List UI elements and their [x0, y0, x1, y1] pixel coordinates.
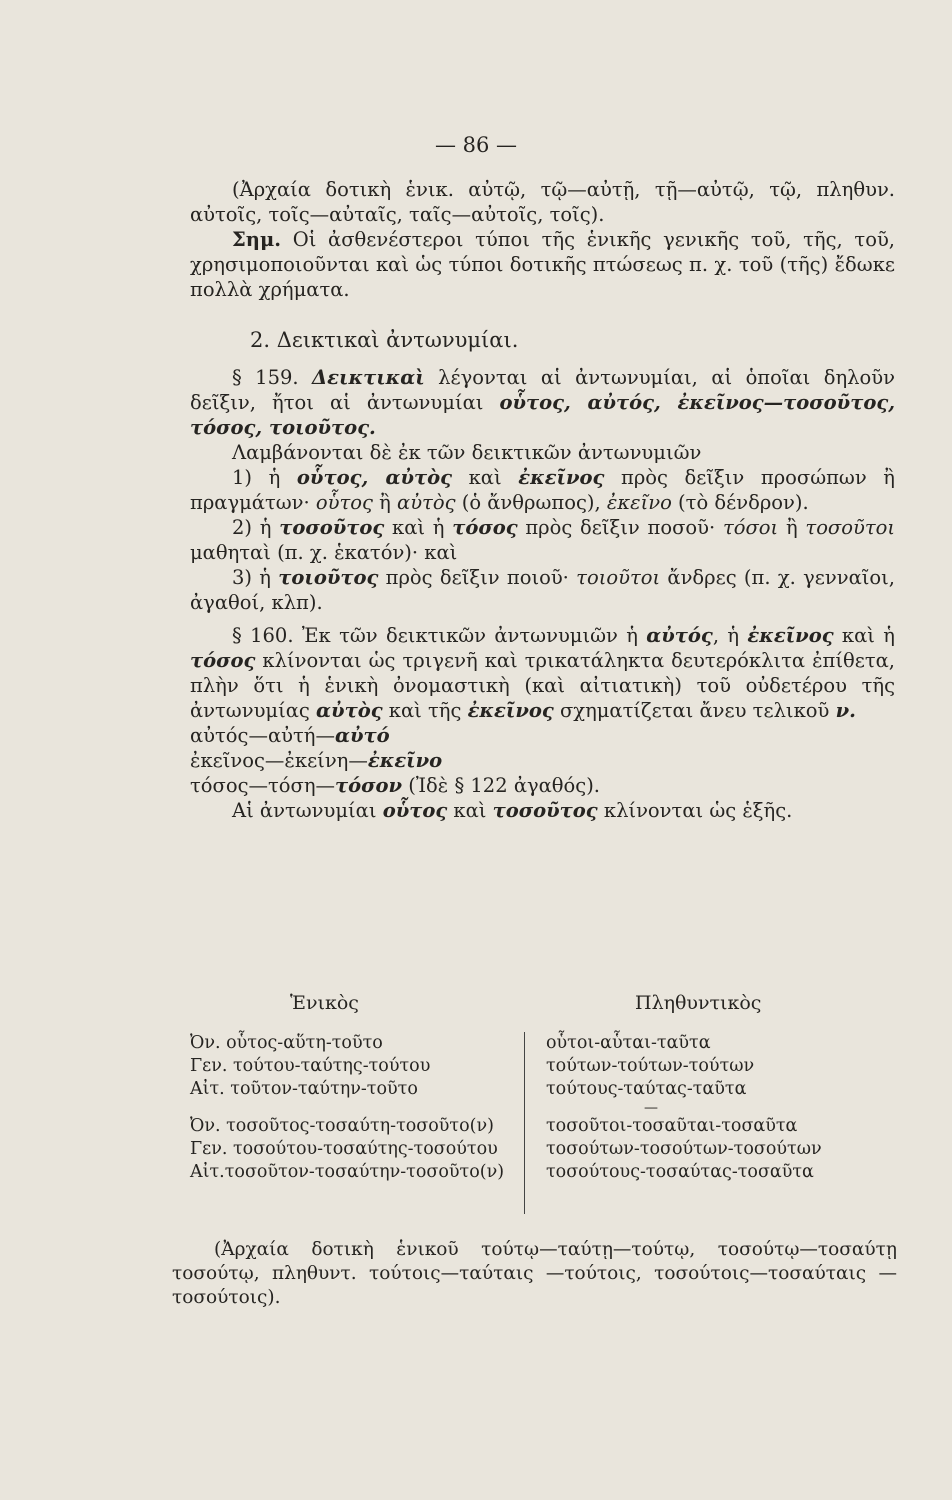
- item-2-d: τόσος: [452, 516, 518, 539]
- intro-note: (Ἀρχαία δοτικὴ ἑνικ. αὐτῷ, τῷ—αὐτῇ, τῇ—αὐτῷ, τῷ, πληθυν. αὐτοῖς, τοῖς—αὐταῖς, ταῖς—αὐτοῖς, τοῖς).: [190, 178, 895, 226]
- table-row: Ὀν. τοσοῦτος-τοσαύτη-τοσοῦτο(ν): [190, 1116, 494, 1136]
- section-number-160: § 160.: [232, 624, 294, 647]
- item-2-g: ἢ: [778, 516, 806, 539]
- main-text: [190, 177, 895, 823]
- p160-i: καὶ τῆς: [382, 699, 468, 722]
- form-1-b: αὐτό: [334, 724, 390, 747]
- item-2-f: τόσοι: [722, 516, 779, 539]
- item-1-i: (ὁ ἄνθρωπος),: [455, 491, 607, 514]
- item-1-k: (τὸ δένδρον).: [671, 491, 809, 514]
- decl-e: κλίνονται ὡς ἑξῆς.: [597, 799, 793, 822]
- table-row: τοσούτων-τοσούτων-τοσούτων: [546, 1139, 822, 1159]
- item-3-e: ἄνδρες (π. χ. γενναῖοι, ἀγαθοί, κλπ).: [190, 566, 895, 614]
- footnote-text: (Ἀρχαία δοτικὴ ἑνικοῦ τούτῳ—ταύτῃ—τούτῳ, τοσούτῳ—τοσαύτῃ τοσούτῳ, πληθυντ. τούτοις—ταύταις —τούτοις, τοσούτοις—τοσαύταις —τοσούτοις).: [172, 1239, 897, 1308]
- p160-b: αὐτός: [646, 624, 713, 647]
- item-2-i: μαθηταὶ (π. χ. ἑκατόν)· καὶ: [190, 541, 458, 564]
- p160-c: , ἡ: [712, 624, 748, 647]
- table-row: τούτους-ταύτας-ταῦτα: [546, 1079, 747, 1099]
- table-row: τούτων-τούτων-τούτων: [546, 1056, 755, 1076]
- paragraph-159: [190, 365, 895, 440]
- form-3-c: (Ἰδὲ § 122 ἀγαθός).: [402, 774, 601, 797]
- text-159: λέγονται αἱ ἀντωνυμίαι, αἱ ὁποῖαι δηλοῦν δεῖξιν, ἤτοι αἱ ἀντωνυμίαι: [190, 366, 895, 414]
- form-line-1: [190, 723, 895, 748]
- page-number: — 86 —: [434, 133, 518, 157]
- item-3: [190, 565, 895, 615]
- item-1: [190, 465, 895, 515]
- section-number-159: § 159.: [232, 366, 299, 389]
- p160-g: κλίνονται ὡς τριγενῆ καὶ τρικατάληκτα δευτερόκλιτα ἐπίθετα, πλὴν ὅτι ἡ ἑνικὴ ὀνομαστικὴ (καὶ αἰτιατικὴ) τοῦ οὐδετέρου τῆς ἀντωνυμίας: [190, 649, 895, 722]
- table-row: Ὀν. οὗτος-αὕτη-τοῦτο: [190, 1033, 383, 1053]
- pronoun-list: οὗτος, αὐτός, ἐκεῖνος—τοσοῦτος, τόσος, τοιοῦτος.: [190, 391, 895, 439]
- singular-column: [190, 1032, 520, 1184]
- column-divider: [524, 1032, 525, 1214]
- usage-line: Λαμβάνονται δὲ ἐκ τῶν δεικτικῶν ἀντωνυμιῶν: [232, 441, 702, 464]
- item-3-c: πρὸς δεῖξιν ποιοῦ·: [378, 566, 577, 589]
- form-2-a: ἐκεῖνος—ἐκείνη—: [190, 749, 368, 772]
- note-text: Οἱ ἀσθενέστεροι τύποι τῆς ἑνικῆς γενικῆς τοῦ, τῆς, τοῦ, χρησιμοποιοῦνται καὶ ὡς τύποι δοτικῆς πτώσεως π. χ. τοῦ (τῆς) ἔδωκε πολλὰ χρήματα.: [190, 228, 896, 301]
- form-3-b: τόσον: [335, 774, 403, 797]
- item-1-d: ἐκεῖνος: [518, 466, 605, 489]
- item-1-e: πρὸς δεῖξιν προσώπων ἢ πραγμάτων·: [190, 466, 895, 514]
- item-3-b: τοιοῦτος: [278, 566, 379, 589]
- plural-column: [546, 1032, 896, 1184]
- p160-e: καὶ ἡ: [833, 624, 895, 647]
- item-1-a: 1) ἡ: [232, 466, 297, 489]
- form-2-b: ἐκεῖνο: [367, 749, 443, 772]
- table-row: Γεν. τούτου-ταύτης-τούτου: [190, 1056, 431, 1076]
- form-3-a: τόσος—τόση—: [190, 774, 336, 797]
- decl-d: τοσοῦτος: [492, 799, 598, 822]
- item-1-h: αὐτὸς: [397, 491, 456, 514]
- singular-heading: Ἑνικὸς: [290, 992, 359, 1014]
- p160-f: τόσος: [190, 649, 256, 672]
- declension-line: [190, 798, 895, 823]
- item-2: [190, 515, 895, 565]
- form-line-2: [190, 748, 895, 773]
- decl-c: καὶ: [447, 799, 493, 822]
- form-1-a: αὐτός—αὐτή—: [190, 724, 335, 747]
- item-3-a: 3) ἡ: [232, 566, 279, 589]
- term-deiktikai: Δεικτικαὶ: [312, 366, 425, 389]
- item-1-b: οὗτος, αὐτὸς: [296, 466, 452, 489]
- item-1-f: οὗτος: [315, 491, 373, 514]
- item-2-c: καὶ ἡ: [384, 516, 453, 539]
- item-2-a: 2) ἡ: [232, 516, 280, 539]
- item-1-j: ἐκεῖνο: [606, 491, 672, 514]
- table-row: Αἰτ. τοῦτον-ταύτην-τοῦτο: [190, 1079, 418, 1099]
- p160-d: ἐκεῖνος: [747, 624, 834, 647]
- table-row: Αἰτ.τοσοῦτον-τοσαύτην-τοσοῦτο(ν): [190, 1162, 505, 1182]
- separator-dash: —: [644, 1100, 658, 1116]
- p160-h: αὐτὸς: [316, 699, 383, 722]
- plural-heading: Πληθυντικὸς: [635, 992, 762, 1014]
- p160-a: Ἐκ τῶν δεικτικῶν ἀντωνυμιῶν ἡ: [293, 624, 647, 647]
- p160-l: ν.: [835, 699, 856, 722]
- p160-j: ἐκεῖνος: [467, 699, 554, 722]
- decl-b: οὗτος: [382, 799, 448, 822]
- note-label: Σημ.: [232, 228, 282, 251]
- section-heading: 2. Δεικτικαὶ ἀντωνυμίαι.: [250, 328, 519, 352]
- p160-k: σχηματίζεται ἄνευ τελικοῦ: [553, 699, 836, 722]
- item-1-g: ἢ: [372, 491, 398, 514]
- item-2-e: πρὸς δεῖξιν ποσοῦ·: [517, 516, 723, 539]
- table-row: τοσοῦτοι-τοσαῦται-τοσαῦτα: [546, 1116, 798, 1136]
- form-line-3: [190, 773, 895, 798]
- table-row: Γεν. τοσούτου-τοσαύτης-τοσούτου: [190, 1139, 498, 1159]
- item-3-d: τοιοῦτοι: [576, 566, 661, 589]
- item-2-b: τοσοῦτος: [279, 516, 385, 539]
- spacer: [190, 1101, 520, 1115]
- table-row: τοσούτους-τοσαύτας-τοσαῦτα: [546, 1162, 814, 1182]
- table-row: οὗτοι-αὗται-ταῦτα: [546, 1033, 711, 1053]
- item-2-h: τοσοῦτοι: [805, 516, 896, 539]
- note-paragraph: [190, 227, 895, 302]
- decl-a: Αἱ ἀντωνυμίαι: [232, 799, 383, 822]
- item-1-c: καὶ: [451, 466, 519, 489]
- footnote: [172, 1238, 897, 1310]
- paragraph-160: [190, 623, 895, 723]
